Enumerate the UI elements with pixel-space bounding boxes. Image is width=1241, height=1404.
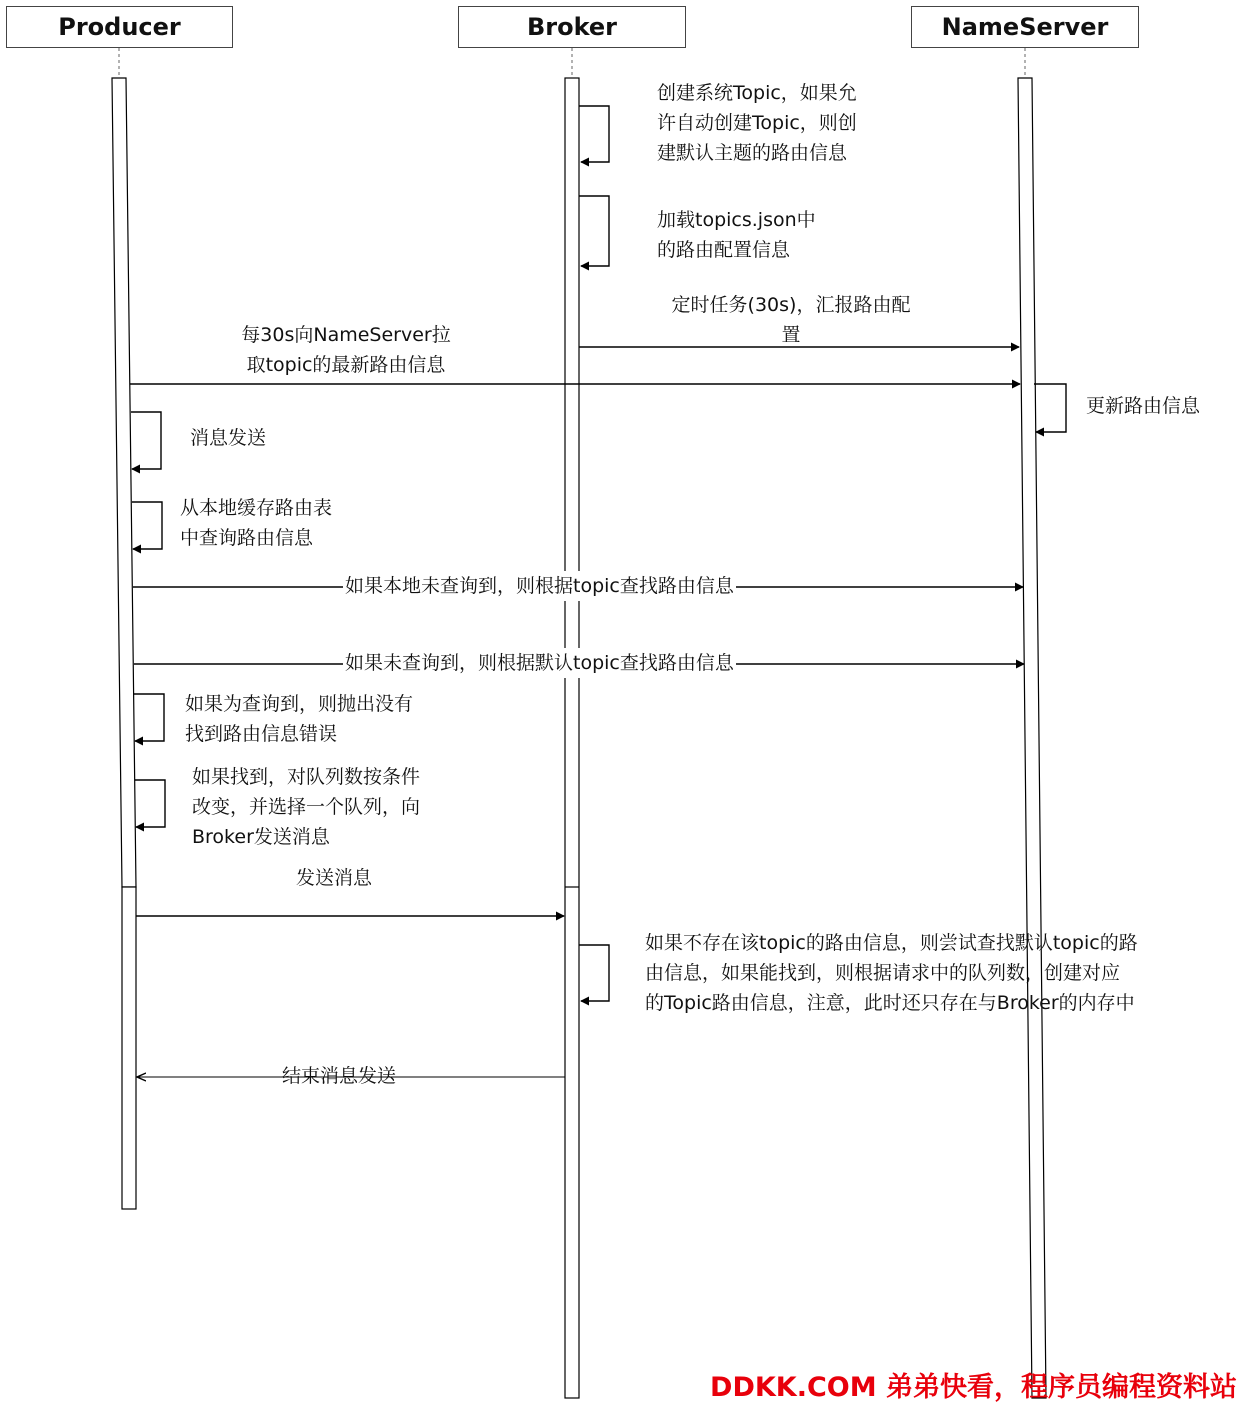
- self-call-producer-not-found: [134, 694, 164, 741]
- label-broker-auto-create: 如果不存在该topic的路由信息，则尝试查找默认topic的路 由信息，如果能找到，则根据请求中的队列数，创建对应 的Topic路由信息，注意，此时还只存在与Broker的内存中: [645, 932, 1138, 1014]
- label-producer-not-found: 如果为查询到，则抛出没有 找到路由信息错误: [185, 693, 414, 745]
- producer-activation-bar-1: [112, 78, 136, 887]
- self-call-producer-local-query: [132, 502, 162, 549]
- participant-producer: Producer: [6, 6, 233, 48]
- label-nameserver-update: 更新路由信息: [1086, 395, 1201, 417]
- label-broker-load-json: 加载topics.json中 的路由配置信息: [657, 209, 816, 261]
- participant-broker: Broker: [458, 6, 686, 48]
- label-producer-send: 消息发送: [190, 427, 267, 449]
- nameserver-activation-bar: [1018, 78, 1046, 1398]
- broker-activation-bar: [565, 78, 579, 1398]
- watermark-text: DDKK.COM 弟弟快看，程序员编程资料站: [710, 1372, 1237, 1403]
- label-producer-pull: 每30s向NameServer拉 取topic的最新路由信息: [241, 324, 451, 376]
- label-send-message: 发送消息: [296, 867, 373, 889]
- label-broker-create-topic: 创建系统Topic，如果允 许自动创建Topic，则创 建默认主题的路由信息: [657, 82, 857, 164]
- self-call-broker-auto-create: [579, 945, 609, 1001]
- label-broker-report: 定时任务(30s)，汇报路由配 置: [671, 294, 911, 346]
- self-call-load-json: [579, 196, 609, 266]
- participant-nameserver: NameServer: [911, 6, 1139, 48]
- label-query-default: 如果未查询到，则根据默认topic查找路由信息: [343, 648, 736, 678]
- producer-activation-bar-2: [122, 887, 136, 1209]
- self-call-nameserver-update: [1034, 384, 1066, 432]
- self-call-create-topic: [579, 106, 609, 162]
- self-call-producer-found: [135, 780, 165, 827]
- label-producer-found: 如果找到，对队列数按条件 改变，并选择一个队列，向 Broker发送消息: [192, 766, 421, 848]
- label-producer-local-query: 从本地缓存路由表 中查询路由信息: [180, 497, 333, 549]
- self-call-producer-send: [131, 412, 161, 469]
- label-end-send: 结束消息发送: [282, 1065, 397, 1087]
- label-query-topic: 如果本地未查询到，则根据topic查找路由信息: [343, 571, 736, 601]
